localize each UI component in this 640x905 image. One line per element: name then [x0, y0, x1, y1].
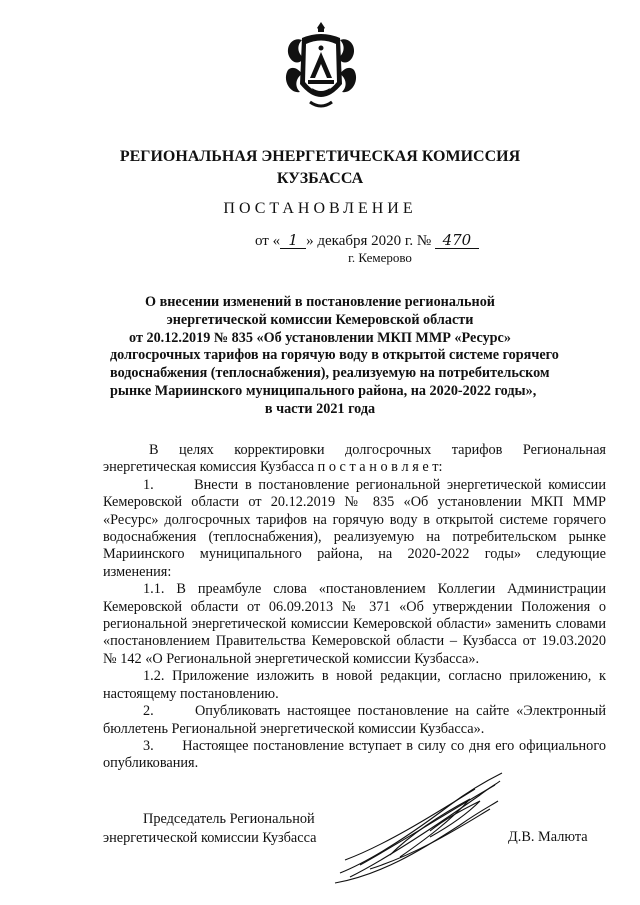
signatory-position-line1: Председатель Региональной: [143, 811, 315, 827]
paragraph-2: 2. Опубликовать настоящее постановление на сайте «Электронный бюллетень Региональной энергетической комиссии Кузбасса».: [103, 703, 610, 737]
title-line: от 20.12.2019 № 835 «Об установлении МКП ММР «Ресурс»: [129, 329, 511, 346]
document-title: [110, 294, 559, 419]
signatory-name: Д.В. Малюта: [508, 829, 588, 845]
date-line: [255, 233, 479, 250]
date-day: 1: [288, 231, 298, 249]
coat-of-arms-emblem: [282, 18, 360, 116]
title-line: энергетической комиссии Кемеровской области: [166, 311, 474, 328]
organization-name-line1: РЕГИОНАЛЬНАЯ ЭНЕРГЕТИЧЕСКАЯ КОМИССИЯ: [119, 148, 521, 165]
paragraph-1: 1. Внести в постановление региональной энергетической комиссии Кемеровской области от 20.12.2019 № 835 «Об установлении МКП ММР «Ресурс» долгосрочных тарифов на горячую воду в открытой системе горячего водоснабжения (теплоснабжения), реализуемую на потребительском рынке Мариинского муниципального района, на 2020-2022 годы» следующие изменения:: [103, 476, 610, 580]
signatory-position-line2: энергетической комиссии Кузбасса: [103, 830, 317, 846]
organization-name-line2: КУЗБАССА: [276, 170, 364, 187]
signatory-position: [103, 810, 316, 848]
title-line: О внесении изменений в постановление региональной: [145, 294, 495, 310]
paragraph-1-1: 1.1. В преамбуле слова «постановлением Коллегии Администрации Кемеровской области от 06.09.2013 № 371 «Об утверждении Положения о региональной энергетической комиссии Кемеровской области» заменить словами «постановлением Правительства Кемеровской области – Кузбасса от 19.03.2020 № 142 «О Региональной энергетической комиссии Кузбасса».: [103, 581, 606, 667]
intro-paragraph: В целях корректировки долгосрочных тарифов Региональная энергетическая комиссия Кузбасса п о с т а н о в л я е т:: [103, 442, 606, 476]
title-line: долгосрочных тарифов на горячую воду в открытой системе горячего: [110, 347, 559, 364]
document-number: 470: [442, 231, 472, 249]
title-line: водоснабжения (теплоснабжения), реализуемую на потребительском: [110, 365, 550, 382]
title-line: в части 2021 года: [264, 400, 376, 417]
date-day-field: [280, 233, 306, 249]
document-type: ПОСТАНОВЛЕНИЕ: [223, 200, 417, 217]
paragraph-1-2: 1.2. Приложение изложить в новой редакции, согласно приложению, к настоящему постановлению.: [103, 668, 606, 702]
title-line: рынке Мариинского муниципального района, на 2020-2022 годы»,: [110, 382, 537, 399]
handwritten-signature: [330, 765, 510, 890]
date-prefix: от «: [255, 233, 281, 249]
date-middle: » декабря 2020 г. №: [306, 233, 432, 249]
document-body: [103, 442, 610, 773]
paragraph-3: 3. Настоящее постановление вступает в силу со дня его официального опубликования.: [103, 737, 610, 772]
city: г. Кемерово: [348, 250, 412, 265]
document-number-field: [435, 233, 479, 249]
